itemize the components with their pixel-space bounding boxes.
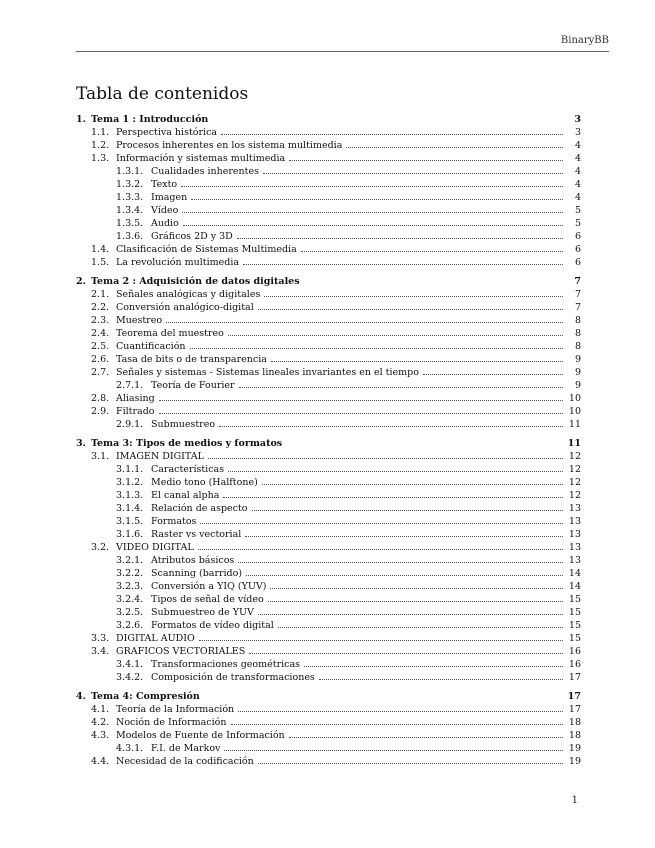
toc-entry-label: Modelos de Fuente de Información bbox=[116, 730, 285, 741]
toc-entry-number: 4.3. bbox=[91, 730, 110, 741]
toc-entry-label: Texto bbox=[151, 179, 178, 190]
dot-leader bbox=[270, 581, 563, 589]
toc-entry[interactable] bbox=[76, 528, 581, 541]
toc-entry-label: El canal alpha bbox=[151, 490, 220, 501]
toc-entry[interactable] bbox=[76, 632, 581, 645]
dot-leader bbox=[268, 594, 563, 602]
toc-entry-number: 2.7.1. bbox=[116, 380, 144, 391]
toc-entry-number: 1.3.4. bbox=[116, 205, 144, 216]
toc-entry-page: 10 bbox=[568, 406, 581, 417]
toc-entry-page: 7 bbox=[574, 302, 581, 313]
toc-entry[interactable] bbox=[76, 619, 581, 632]
toc-entry-page: 8 bbox=[574, 328, 581, 339]
dot-leader bbox=[258, 607, 563, 615]
dot-leader bbox=[224, 743, 563, 751]
toc-entry[interactable] bbox=[76, 152, 581, 165]
toc-entry-number: 1.3.2. bbox=[116, 179, 144, 190]
toc-entry-label: Procesos inherentes en los sistema multimedia bbox=[116, 140, 343, 151]
toc-entry-number: 3.2.3. bbox=[116, 581, 144, 592]
toc-entry-label: Gráficos 2D y 3D bbox=[151, 231, 233, 242]
header-brand: BinaryBB bbox=[560, 35, 609, 46]
toc-entry[interactable] bbox=[76, 113, 581, 126]
dot-leader bbox=[249, 646, 563, 654]
toc-entry[interactable] bbox=[76, 645, 581, 658]
toc-entry-label: Audio bbox=[151, 218, 179, 229]
toc-entry-page: 17 bbox=[567, 691, 581, 702]
toc-entry[interactable] bbox=[76, 606, 581, 619]
toc-entry-page: 6 bbox=[574, 231, 581, 242]
toc-entry-number: 1.5. bbox=[91, 257, 110, 268]
toc-entry-page: 18 bbox=[568, 717, 581, 728]
toc-entry-label: VIDEO DIGITAL bbox=[116, 542, 194, 553]
toc-entry-label: Tema 2 : Adquisición de datos digitales bbox=[91, 276, 300, 287]
toc-entry-page: 19 bbox=[568, 743, 581, 754]
toc-entry[interactable] bbox=[76, 405, 581, 418]
dot-leader bbox=[228, 464, 563, 472]
dot-leader bbox=[258, 756, 563, 764]
dot-leader bbox=[423, 367, 563, 375]
toc-entry-number: 3.1.2. bbox=[116, 477, 144, 488]
toc-entry-label: Clasificación de Sistemas Multimedia bbox=[116, 244, 297, 255]
toc-entry[interactable] bbox=[76, 165, 581, 178]
toc-entry-number: 1.1. bbox=[91, 127, 110, 138]
dot-leader bbox=[246, 568, 563, 576]
toc-entry-label: Submuestreo de YUV bbox=[151, 607, 254, 618]
toc-entry-number: 3.2.5. bbox=[116, 607, 144, 618]
toc-entry-label: La revolución multimedia bbox=[116, 257, 240, 268]
dot-leader bbox=[245, 529, 563, 537]
toc-entry[interactable] bbox=[76, 301, 581, 314]
toc-entry-number: 2.7. bbox=[91, 367, 110, 378]
toc-entry-number: 1.2. bbox=[91, 140, 110, 151]
toc-entry-label: Muestreo bbox=[116, 315, 163, 326]
dot-leader bbox=[159, 393, 563, 401]
dot-leader bbox=[199, 633, 563, 641]
toc-entry-number: 3. bbox=[76, 438, 86, 449]
toc-entry-page: 15 bbox=[568, 620, 581, 631]
toc-entry-number: 3.3. bbox=[91, 633, 110, 644]
dot-leader bbox=[258, 302, 563, 310]
toc-entry-label: Medio tono (Halftone) bbox=[151, 477, 258, 488]
toc-entry-label: Señales analógicas y digitales bbox=[116, 289, 261, 300]
toc-entry-page: 7 bbox=[574, 289, 581, 300]
toc-entry-number: 2.1. bbox=[91, 289, 110, 300]
toc-entry-label: Teorema del muestreo bbox=[116, 328, 224, 339]
toc-entry-page: 12 bbox=[568, 464, 581, 475]
toc-entry-page: 4 bbox=[574, 166, 581, 177]
toc-entry-label: Conversión a YIQ (YUV) bbox=[151, 581, 267, 592]
toc-entry-number: 2.3. bbox=[91, 315, 110, 326]
header-rule bbox=[76, 51, 609, 52]
toc-entry-label: Composición de transformaciones bbox=[151, 672, 315, 683]
toc-entry-label: Raster vs vectorial bbox=[151, 529, 242, 540]
toc-entry-number: 3.2.1. bbox=[116, 555, 144, 566]
toc-entry-page: 10 bbox=[568, 393, 581, 404]
toc-entry-page: 8 bbox=[574, 341, 581, 352]
toc-entry-page: 12 bbox=[568, 490, 581, 501]
toc-entry-label: Aliasing bbox=[116, 393, 155, 404]
toc-entry[interactable] bbox=[76, 729, 581, 742]
toc-entry-number: 1.3.6. bbox=[116, 231, 144, 242]
dot-leader bbox=[228, 328, 563, 336]
toc-entry-label: Tema 3: Tipos de medios y formatos bbox=[91, 438, 283, 449]
toc-entry[interactable] bbox=[76, 243, 581, 256]
dot-leader bbox=[198, 542, 563, 550]
toc-entry-label: Imagen bbox=[151, 192, 188, 203]
dot-leader bbox=[304, 659, 563, 667]
toc-entry-page: 13 bbox=[568, 542, 581, 553]
toc-entry[interactable] bbox=[76, 327, 581, 340]
toc-entry-number: 1.3.1. bbox=[116, 166, 144, 177]
toc-entry[interactable] bbox=[76, 217, 581, 230]
toc-entry-page: 13 bbox=[568, 516, 581, 527]
toc-entry-label: Información y sistemas multimedia bbox=[116, 153, 286, 164]
toc-entry[interactable] bbox=[76, 314, 581, 327]
toc-entry-number: 3.4.1. bbox=[116, 659, 144, 670]
toc-entry-label: Señales y sistemas - Sistemas lineales invariantes en el tiempo bbox=[116, 367, 419, 378]
toc-entry-number: 4.1. bbox=[91, 704, 110, 715]
toc-entry[interactable] bbox=[76, 450, 581, 463]
toc-entry-page: 18 bbox=[568, 730, 581, 741]
toc-entry-number: 1.4. bbox=[91, 244, 110, 255]
toc-entry-number: 2.9.1. bbox=[116, 419, 144, 430]
dot-leader bbox=[190, 341, 563, 349]
toc-entry-page: 5 bbox=[574, 205, 581, 216]
dot-leader bbox=[223, 490, 563, 498]
toc-entry-number: 1. bbox=[76, 114, 86, 125]
dot-leader bbox=[263, 166, 563, 174]
dot-leader bbox=[219, 419, 563, 427]
toc-entry[interactable] bbox=[76, 178, 581, 191]
toc-entry-page: 5 bbox=[574, 218, 581, 229]
toc-entry-label: DIGITAL AUDIO bbox=[116, 633, 195, 644]
toc-entry[interactable] bbox=[76, 353, 581, 366]
toc-entry[interactable] bbox=[76, 275, 581, 288]
toc-entry[interactable] bbox=[76, 567, 581, 580]
toc-entry-page: 13 bbox=[568, 529, 581, 540]
toc-entry-label: Noción de Información bbox=[116, 717, 227, 728]
toc-entry-label: Perspectiva histórica bbox=[116, 127, 218, 138]
toc-entry[interactable] bbox=[76, 288, 581, 301]
toc-entry-number: 1.3.3. bbox=[116, 192, 144, 203]
toc-entry[interactable] bbox=[76, 489, 581, 502]
toc-entry-label: GRAFICOS VECTORIALES bbox=[116, 646, 246, 657]
toc-entry[interactable] bbox=[76, 230, 581, 243]
toc-entry-page: 14 bbox=[568, 568, 581, 579]
toc-entry-page: 4 bbox=[574, 140, 581, 151]
toc-entry-label: Relación de aspecto bbox=[151, 503, 248, 514]
toc-entry-number: 3.4.2. bbox=[116, 672, 144, 683]
toc-entry[interactable] bbox=[76, 755, 581, 768]
toc-entry[interactable] bbox=[76, 126, 581, 139]
toc-entry[interactable] bbox=[76, 593, 581, 606]
toc-entry-label: Submuestreo bbox=[151, 419, 216, 430]
toc-entry-number: 3.2.4. bbox=[116, 594, 144, 605]
toc-entry-page: 16 bbox=[568, 659, 581, 670]
toc-entry-page: 11 bbox=[567, 438, 581, 449]
toc-entry-label: Teoría de Fourier bbox=[151, 380, 235, 391]
toc-entry[interactable] bbox=[76, 379, 581, 392]
dot-leader bbox=[221, 127, 563, 135]
toc-entry-number: 2. bbox=[76, 276, 86, 287]
toc-entry[interactable] bbox=[76, 366, 581, 379]
toc-entry-label: Tipos de señal de vídeo bbox=[151, 594, 264, 605]
toc-entry[interactable] bbox=[76, 204, 581, 217]
toc-entry-label: Formatos bbox=[151, 516, 197, 527]
toc-entry-number: 3.1.1. bbox=[116, 464, 144, 475]
toc-entry-number: 3.1.6. bbox=[116, 529, 144, 540]
toc-entry[interactable] bbox=[76, 658, 581, 671]
toc-entry-page: 3 bbox=[574, 127, 581, 138]
toc-entry[interactable] bbox=[76, 463, 581, 476]
dot-leader bbox=[278, 620, 563, 628]
toc-entry-page: 14 bbox=[568, 581, 581, 592]
dot-leader bbox=[208, 451, 563, 459]
page-title: Tabla de contenidos bbox=[76, 84, 249, 105]
toc-entry[interactable] bbox=[76, 716, 581, 729]
toc-entry-page: 13 bbox=[568, 555, 581, 566]
toc-entry-label: Scanning (barrido) bbox=[151, 568, 243, 579]
toc-entry-number: 4.3.1. bbox=[116, 743, 144, 754]
toc-entry-label: IMAGEN DIGITAL bbox=[116, 451, 204, 462]
toc-entry-page: 9 bbox=[574, 367, 581, 378]
toc-entry[interactable] bbox=[76, 703, 581, 716]
toc-entry[interactable] bbox=[76, 256, 581, 269]
toc-entry-page: 9 bbox=[574, 354, 581, 365]
page-number: 1 bbox=[571, 795, 578, 806]
toc-entry-page: 15 bbox=[568, 594, 581, 605]
dot-leader bbox=[346, 140, 563, 148]
toc-entry-label: Tasa de bits o de transparencia bbox=[116, 354, 267, 365]
dot-leader bbox=[237, 231, 563, 239]
toc-entry[interactable] bbox=[76, 139, 581, 152]
toc-entry-number: 2.8. bbox=[91, 393, 110, 404]
toc-entry-label: Filtrado bbox=[116, 406, 155, 417]
dot-leader bbox=[301, 244, 563, 252]
toc-entry-label: Cualidades inherentes bbox=[151, 166, 259, 177]
toc-entry[interactable] bbox=[76, 580, 581, 593]
toc-entry-label: Características bbox=[151, 464, 225, 475]
toc-entry-page: 6 bbox=[574, 257, 581, 268]
toc-entry-number: 4. bbox=[76, 691, 86, 702]
toc-entry-page: 19 bbox=[568, 756, 581, 767]
toc-entry[interactable] bbox=[76, 515, 581, 528]
toc-entry-page: 12 bbox=[568, 477, 581, 488]
dot-leader bbox=[183, 218, 563, 226]
toc-entry-page: 4 bbox=[574, 192, 581, 203]
toc-entry-number: 4.2. bbox=[91, 717, 110, 728]
toc-entry-page: 4 bbox=[574, 179, 581, 190]
toc-entry-page: 6 bbox=[574, 244, 581, 255]
toc-entry-page: 8 bbox=[574, 315, 581, 326]
toc-entry-number: 1.3.5. bbox=[116, 218, 144, 229]
toc-entry-page: 3 bbox=[574, 114, 581, 125]
toc-entry[interactable] bbox=[76, 437, 581, 450]
dot-leader bbox=[231, 717, 564, 725]
dot-leader bbox=[166, 315, 563, 323]
toc-entry[interactable] bbox=[76, 541, 581, 554]
toc-entry-label: Vídeo bbox=[151, 205, 179, 216]
toc-entry-page: 13 bbox=[568, 503, 581, 514]
toc-entry-label: Conversión analógico-digital bbox=[116, 302, 254, 313]
toc-entry-page: 9 bbox=[574, 380, 581, 391]
toc-entry-number: 3.1.5. bbox=[116, 516, 144, 527]
toc-entry-number: 3.1.4. bbox=[116, 503, 144, 514]
toc-entry-label: Teoría de la Información bbox=[116, 704, 235, 715]
dot-leader bbox=[239, 380, 563, 388]
toc-entry-page: 17 bbox=[568, 704, 581, 715]
toc-entry-label: Cuantificación bbox=[116, 341, 186, 352]
toc-entry-label: Tema 4: Compresión bbox=[91, 691, 200, 702]
toc-entry[interactable] bbox=[76, 191, 581, 204]
dot-leader bbox=[159, 406, 564, 414]
dot-leader bbox=[191, 192, 563, 200]
toc-entry-label: Atributos básicos bbox=[151, 555, 235, 566]
toc-entry-page: 17 bbox=[568, 672, 581, 683]
dot-leader bbox=[238, 555, 563, 563]
toc-entry-number: 3.1.3. bbox=[116, 490, 144, 501]
toc-entry[interactable] bbox=[76, 671, 581, 684]
toc-entry[interactable] bbox=[76, 742, 581, 755]
dot-leader bbox=[271, 354, 563, 362]
toc-entry-number: 2.6. bbox=[91, 354, 110, 365]
toc-entry-number: 2.9. bbox=[91, 406, 110, 417]
dot-leader bbox=[181, 179, 563, 187]
toc-entry[interactable] bbox=[76, 502, 581, 515]
dot-leader bbox=[243, 257, 563, 265]
toc-entry-page: 15 bbox=[568, 607, 581, 618]
table-of-contents bbox=[76, 113, 581, 768]
toc-entry-number: 4.4. bbox=[91, 756, 110, 767]
toc-entry-label: F.I. de Markov bbox=[151, 743, 221, 754]
toc-entry-number: 3.1. bbox=[91, 451, 110, 462]
toc-entry-number: 2.4. bbox=[91, 328, 110, 339]
dot-leader bbox=[289, 730, 563, 738]
toc-entry-label: Necesidad de la codificación bbox=[116, 756, 254, 767]
toc-entry-number: 3.2.6. bbox=[116, 620, 144, 631]
dot-leader bbox=[200, 516, 563, 524]
toc-entry-label: Transformaciones geométricas bbox=[151, 659, 301, 670]
toc-entry-number: 1.3. bbox=[91, 153, 110, 164]
toc-entry-page: 16 bbox=[568, 646, 581, 657]
toc-entry-number: 3.2.2. bbox=[116, 568, 144, 579]
toc-entry-number: 3.4. bbox=[91, 646, 110, 657]
dot-leader bbox=[289, 153, 563, 161]
toc-entry-label: Tema 1 : Introducción bbox=[91, 114, 209, 125]
toc-entry-page: 11 bbox=[568, 419, 581, 430]
dot-leader bbox=[252, 503, 563, 511]
toc-entry-number: 2.5. bbox=[91, 341, 110, 352]
toc-entry[interactable] bbox=[76, 476, 581, 489]
toc-entry[interactable] bbox=[76, 340, 581, 353]
toc-entry-label: Formatos de vídeo digital bbox=[151, 620, 274, 631]
toc-entry[interactable] bbox=[76, 554, 581, 567]
dot-leader bbox=[319, 672, 563, 680]
toc-entry-page: 12 bbox=[568, 451, 581, 462]
toc-entry-page: 7 bbox=[574, 276, 581, 287]
toc-entry-number: 3.2. bbox=[91, 542, 110, 553]
dot-leader bbox=[238, 704, 563, 712]
toc-entry[interactable] bbox=[76, 418, 581, 431]
dot-leader bbox=[264, 289, 563, 297]
dot-leader bbox=[262, 477, 563, 485]
toc-entry-page: 4 bbox=[574, 153, 581, 164]
dot-leader bbox=[182, 205, 563, 213]
toc-entry[interactable] bbox=[76, 392, 581, 405]
toc-entry-page: 15 bbox=[568, 633, 581, 644]
toc-entry[interactable] bbox=[76, 690, 581, 703]
toc-entry-number: 2.2. bbox=[91, 302, 110, 313]
